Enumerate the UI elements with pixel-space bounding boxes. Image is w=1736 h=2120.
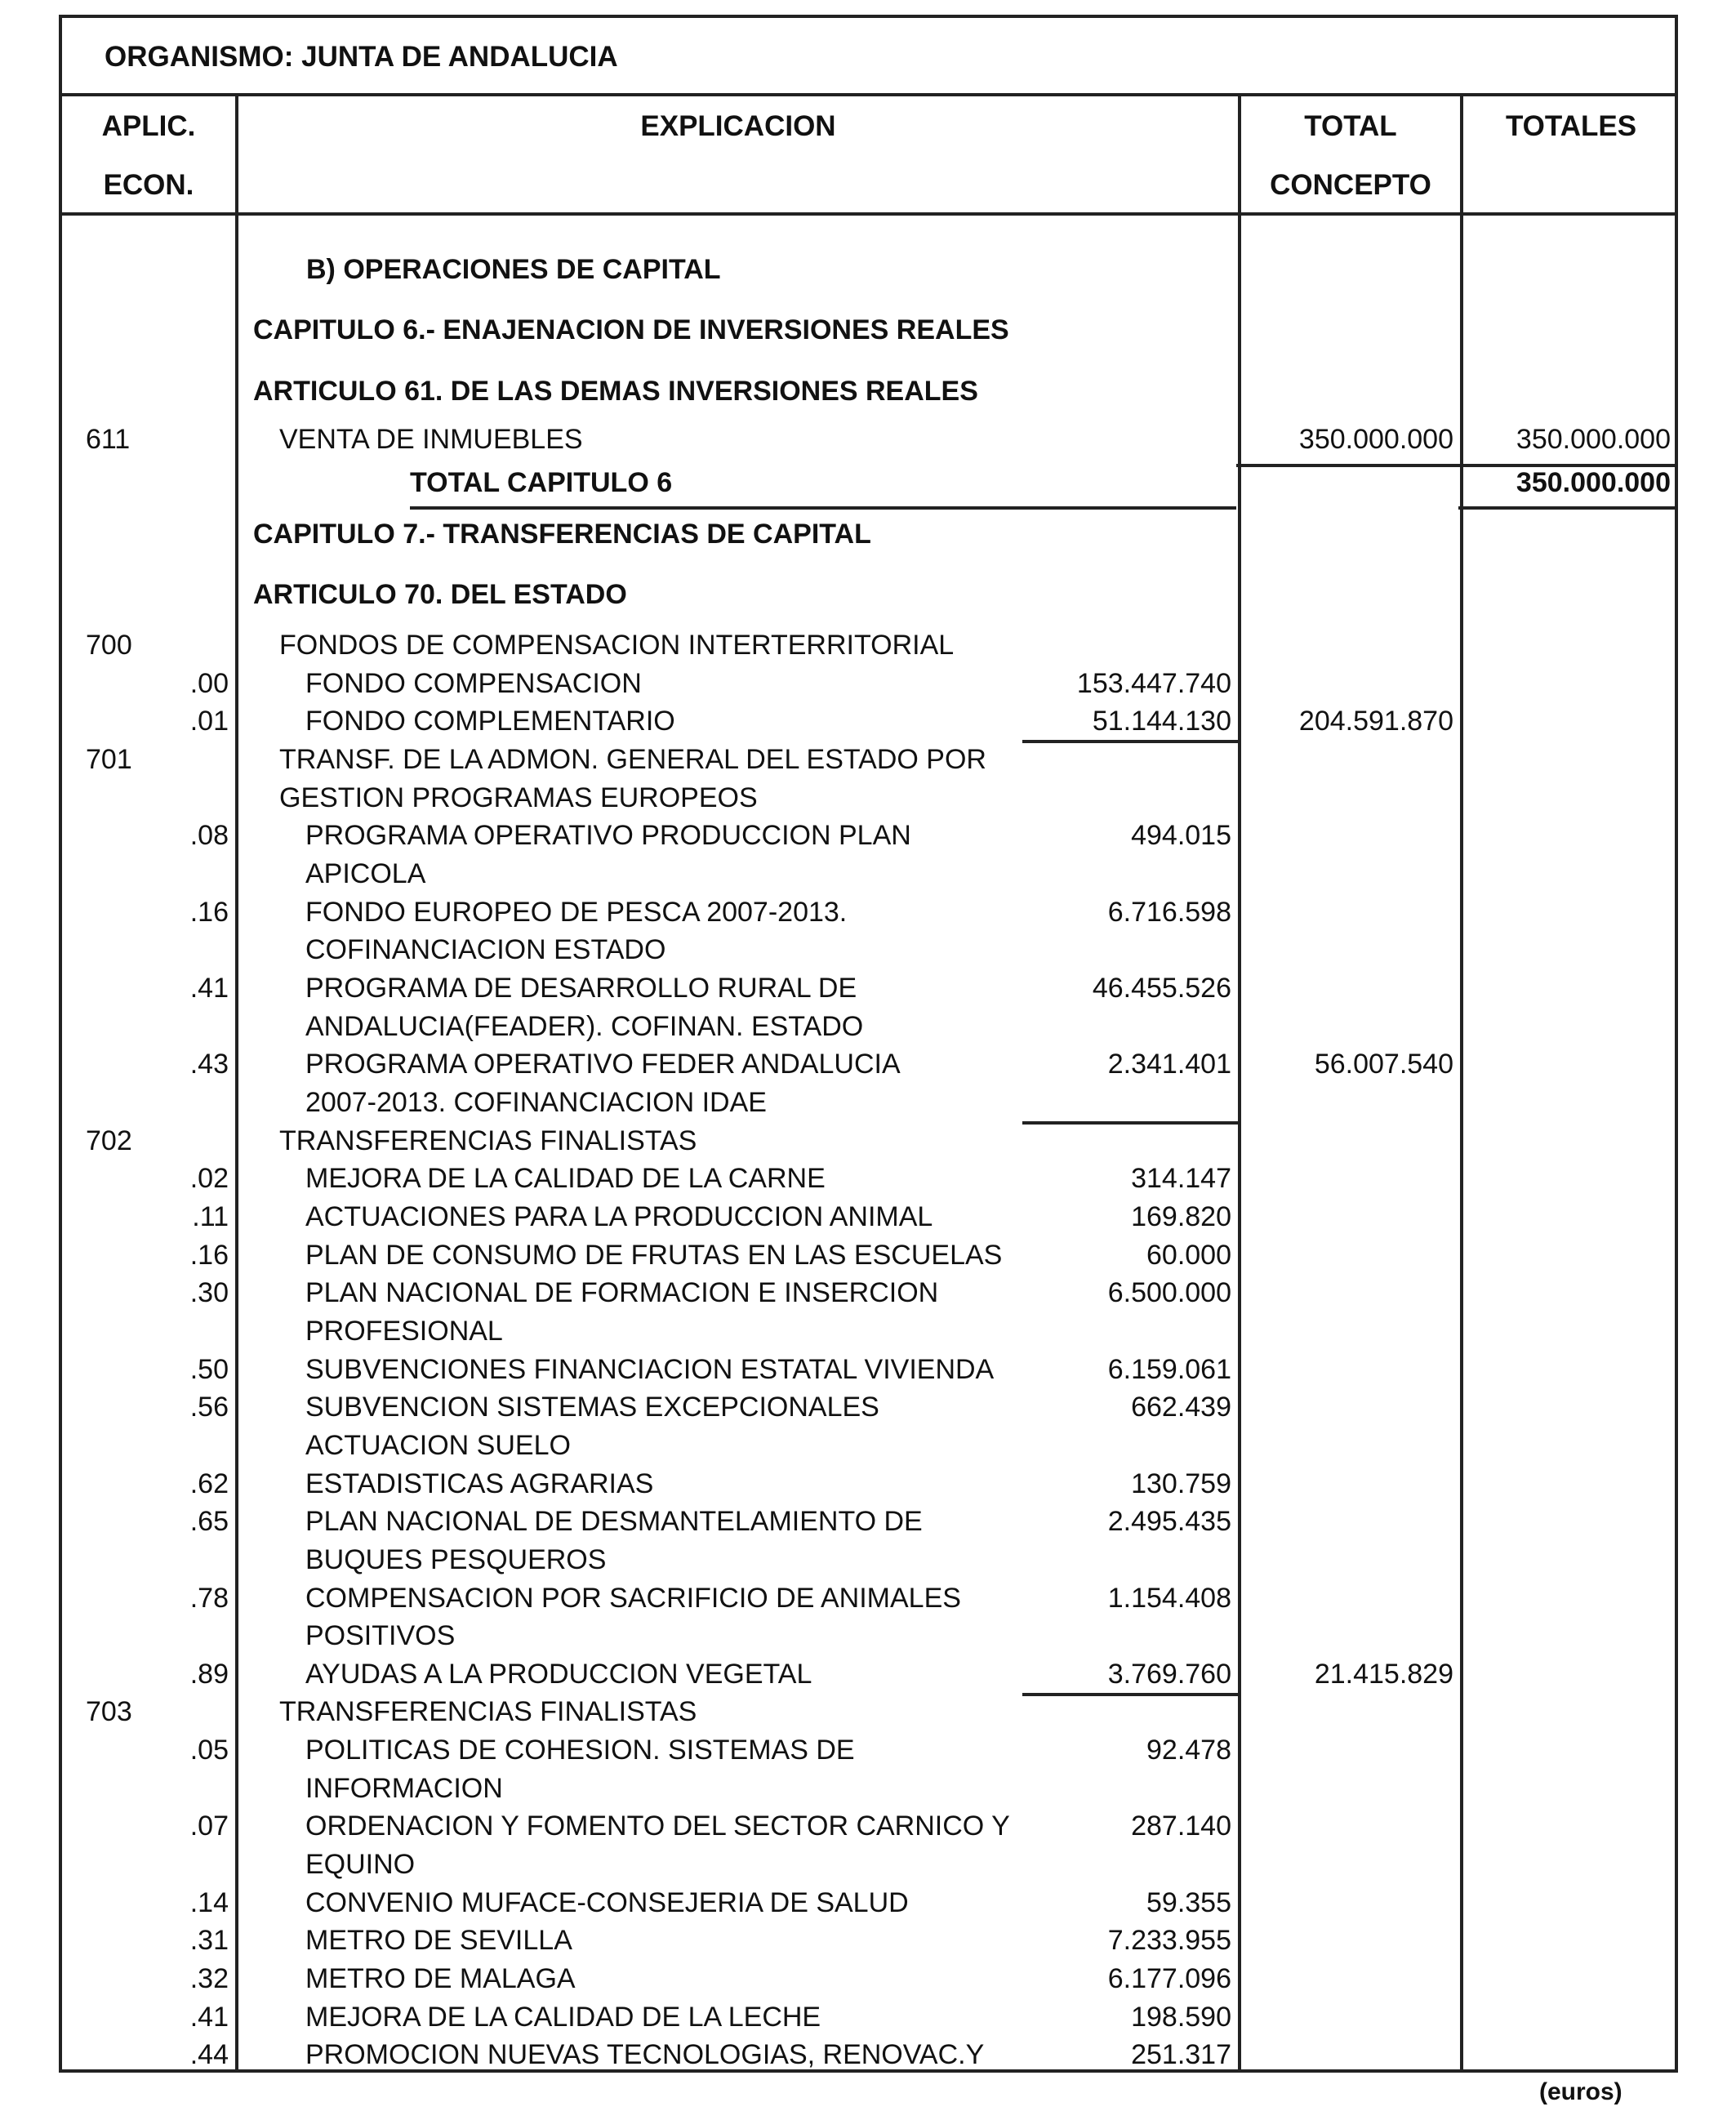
- row-subcode: .65: [189, 1506, 229, 1537]
- row-code: 700: [86, 630, 132, 661]
- row-subcode: .44: [189, 2039, 229, 2070]
- row-text: FONDO COMPLEMENTARIO: [305, 706, 675, 737]
- row-subcode: .11: [192, 1201, 229, 1232]
- row-text: TRANSFERENCIAS FINALISTAS: [279, 1125, 697, 1156]
- row-text: PROGRAMA OPERATIVO FEDER ANDALUCIA: [305, 1049, 901, 1080]
- row-text: TRANSFERENCIAS FINALISTAS: [279, 1696, 697, 1727]
- row-text: TRANSF. DE LA ADMON. GENERAL DEL ESTADO POR: [279, 744, 986, 775]
- heading-operaciones-capital: B) OPERACIONES DE CAPITAL: [306, 254, 721, 285]
- units-footnote: (euros): [1539, 2078, 1622, 2105]
- row-text: PLAN NACIONAL DE DESMANTELAMIENTO DE: [305, 1506, 923, 1537]
- row-subcode: .02: [189, 1163, 229, 1194]
- row-amount: 60.000: [1146, 1240, 1231, 1271]
- row-amount: 46.455.526: [1092, 973, 1231, 1004]
- row-amount: 130.759: [1131, 1468, 1231, 1499]
- row-text: METRO DE MALAGA: [305, 1963, 576, 1994]
- row-text: COMPENSACION POR SACRIFICIO DE ANIMALES: [305, 1583, 961, 1614]
- row-amount: 92.478: [1146, 1735, 1231, 1766]
- row-amount: 1.154.408: [1107, 1583, 1231, 1614]
- row-text: MEJORA DE LA CALIDAD DE LA CARNE: [305, 1163, 826, 1194]
- row-amount: 3.769.760: [1107, 1659, 1231, 1690]
- row-subcode: .05: [189, 1735, 229, 1766]
- row-amount: 287.140: [1131, 1810, 1231, 1842]
- row-amount: 169.820: [1131, 1201, 1231, 1232]
- row-text: METRO DE SEVILLA: [305, 1925, 572, 1956]
- row-subcode: .16: [189, 897, 229, 928]
- rule-total-concepto-top: [1236, 464, 1458, 467]
- row-text: PROGRAMA OPERATIVO PRODUCCION PLAN: [305, 820, 911, 851]
- row-amount: 662.439: [1131, 1392, 1231, 1423]
- organism-header: [62, 18, 1675, 96]
- divider-aplic: [235, 96, 238, 2069]
- row-text: FONDOS DE COMPENSACION INTERTERRITORIAL: [279, 630, 955, 661]
- row-text: FONDO COMPENSACION: [305, 668, 642, 699]
- text-611: VENTA DE INMUEBLES: [279, 424, 583, 455]
- row-amount: 59.355: [1146, 1887, 1231, 1918]
- row-subcode: .50: [189, 1354, 229, 1385]
- rule-subtotal-700: [1022, 740, 1238, 743]
- row-subcode: .31: [189, 1925, 229, 1956]
- totales-611: 350.000.000: [1516, 424, 1671, 455]
- row-amount: 6.500.000: [1107, 1277, 1231, 1308]
- divider-explicacion: [1238, 96, 1241, 2069]
- row-amount: 153.447.740: [1076, 668, 1231, 699]
- heading-articulo-70: ARTICULO 70. DEL ESTADO: [253, 579, 627, 610]
- row-code: 701: [86, 744, 132, 775]
- row-text: EQUINO: [305, 1849, 416, 1880]
- row-text: PROGRAMA DE DESARROLLO RURAL DE: [305, 973, 857, 1004]
- row-total-concepto: 56.007.540: [1314, 1049, 1453, 1080]
- col-explicacion: EXPLICACION: [640, 110, 836, 142]
- row-subcode: .56: [189, 1392, 229, 1423]
- row-text: PLAN DE CONSUMO DE FRUTAS EN LAS ESCUELAS: [305, 1240, 1003, 1271]
- value-total-capitulo-6: 350.000.000: [1516, 467, 1671, 498]
- row-text: ESTADISTICAS AGRARIAS: [305, 1468, 654, 1499]
- row-amount: 314.147: [1131, 1163, 1231, 1194]
- row-text: PLAN NACIONAL DE FORMACION E INSERCION: [305, 1277, 939, 1308]
- column-header-row: [62, 96, 1675, 216]
- heading-capitulo-7: CAPITULO 7.- TRANSFERENCIAS DE CAPITAL: [253, 519, 871, 550]
- row-text: GESTION PROGRAMAS EUROPEOS: [279, 782, 758, 813]
- label-total-capitulo-6: TOTAL CAPITULO 6: [410, 467, 673, 498]
- code-611: 611: [86, 424, 131, 455]
- total-concepto-611: 350.000.000: [1298, 424, 1453, 455]
- rule-subtotal-702: [1022, 1693, 1238, 1696]
- row-text: BUQUES PESQUEROS: [305, 1544, 607, 1575]
- row-subcode: .01: [189, 706, 229, 737]
- col-totales: TOTALES: [1505, 110, 1637, 142]
- row-amount: 6.177.096: [1107, 1963, 1231, 1994]
- row-amount: 251.317: [1131, 2039, 1231, 2070]
- row-amount: 2.341.401: [1107, 1049, 1231, 1080]
- row-subcode: .78: [189, 1583, 229, 1614]
- row-text: INFORMACION: [305, 1773, 503, 1804]
- row-total-concepto: 21.415.829: [1314, 1659, 1453, 1690]
- row-text: 2007-2013. COFINANCIACION IDAE: [305, 1087, 767, 1118]
- rule-totales-bottom: [1458, 506, 1678, 510]
- col-total-line1: TOTAL: [1304, 110, 1397, 142]
- row-subcode: .16: [189, 1240, 229, 1271]
- row-text: ACTUACION SUELO: [305, 1430, 571, 1461]
- rule-subtotal-701: [1022, 1121, 1238, 1125]
- row-text: POSITIVOS: [305, 1620, 456, 1651]
- row-subcode: .41: [189, 973, 229, 1004]
- row-text: SUBVENCIONES FINANCIACION ESTATAL VIVIENDA: [305, 1354, 995, 1385]
- row-text: CONVENIO MUFACE-CONSEJERIA DE SALUD: [305, 1887, 909, 1918]
- row-subcode: .30: [189, 1277, 229, 1308]
- col-aplic-line1: APLIC.: [101, 110, 196, 142]
- row-amount: 2.495.435: [1107, 1506, 1231, 1537]
- row-subcode: .62: [189, 1468, 229, 1499]
- row-subcode: .32: [189, 1963, 229, 1994]
- row-amount: 7.233.955: [1107, 1925, 1231, 1956]
- row-total-concepto: 204.591.870: [1298, 706, 1453, 737]
- col-aplic-line2: ECON.: [103, 169, 194, 201]
- row-amount: 51.144.130: [1092, 706, 1231, 737]
- heading-capitulo-6: CAPITULO 6.- ENAJENACION DE INVERSIONES REALES: [253, 314, 1009, 345]
- row-text: ACTUACIONES PARA LA PRODUCCION ANIMAL: [305, 1201, 933, 1232]
- row-code: 702: [86, 1125, 132, 1156]
- row-text: PROFESIONAL: [305, 1316, 503, 1347]
- row-text: ORDENACION Y FOMENTO DEL SECTOR CARNICO Y: [305, 1810, 1010, 1842]
- row-amount: 494.015: [1131, 820, 1231, 851]
- organism-title: ORGANISMO: JUNTA DE ANDALUCIA: [105, 41, 618, 73]
- row-subcode: .89: [189, 1659, 229, 1690]
- row-text: ANDALUCIA(FEADER). COFINAN. ESTADO: [305, 1011, 864, 1042]
- row-code: 703: [86, 1696, 132, 1727]
- row-text: AYUDAS A LA PRODUCCION VEGETAL: [305, 1659, 812, 1690]
- row-text: POLITICAS DE COHESION. SISTEMAS DE: [305, 1735, 855, 1766]
- heading-articulo-61: ARTICULO 61. DE LAS DEMAS INVERSIONES REALES: [253, 376, 978, 407]
- col-total-line2: CONCEPTO: [1270, 169, 1431, 201]
- row-amount: 6.159.061: [1107, 1354, 1231, 1385]
- row-text: SUBVENCION SISTEMAS EXCEPCIONALES: [305, 1392, 879, 1423]
- row-amount: 6.716.598: [1107, 897, 1231, 928]
- row-amount: 198.590: [1131, 2002, 1231, 2033]
- row-text: COFINANCIACION ESTADO: [305, 934, 666, 965]
- row-subcode: .08: [189, 820, 229, 851]
- row-text: PROMOCION NUEVAS TECNOLOGIAS, RENOVAC.Y: [305, 2039, 985, 2070]
- rule-total-cap6-bottom: [410, 506, 1236, 510]
- row-subcode: .41: [189, 2002, 229, 2033]
- row-subcode: .43: [189, 1049, 229, 1080]
- row-text: FONDO EUROPEO DE PESCA 2007-2013.: [305, 897, 848, 928]
- row-subcode: .07: [189, 1810, 229, 1842]
- row-text: MEJORA DE LA CALIDAD DE LA LECHE: [305, 2002, 821, 2033]
- row-subcode: .14: [189, 1887, 229, 1918]
- divider-total-concepto: [1460, 96, 1463, 2069]
- row-subcode: .00: [189, 668, 229, 699]
- row-text: APICOLA: [305, 858, 426, 889]
